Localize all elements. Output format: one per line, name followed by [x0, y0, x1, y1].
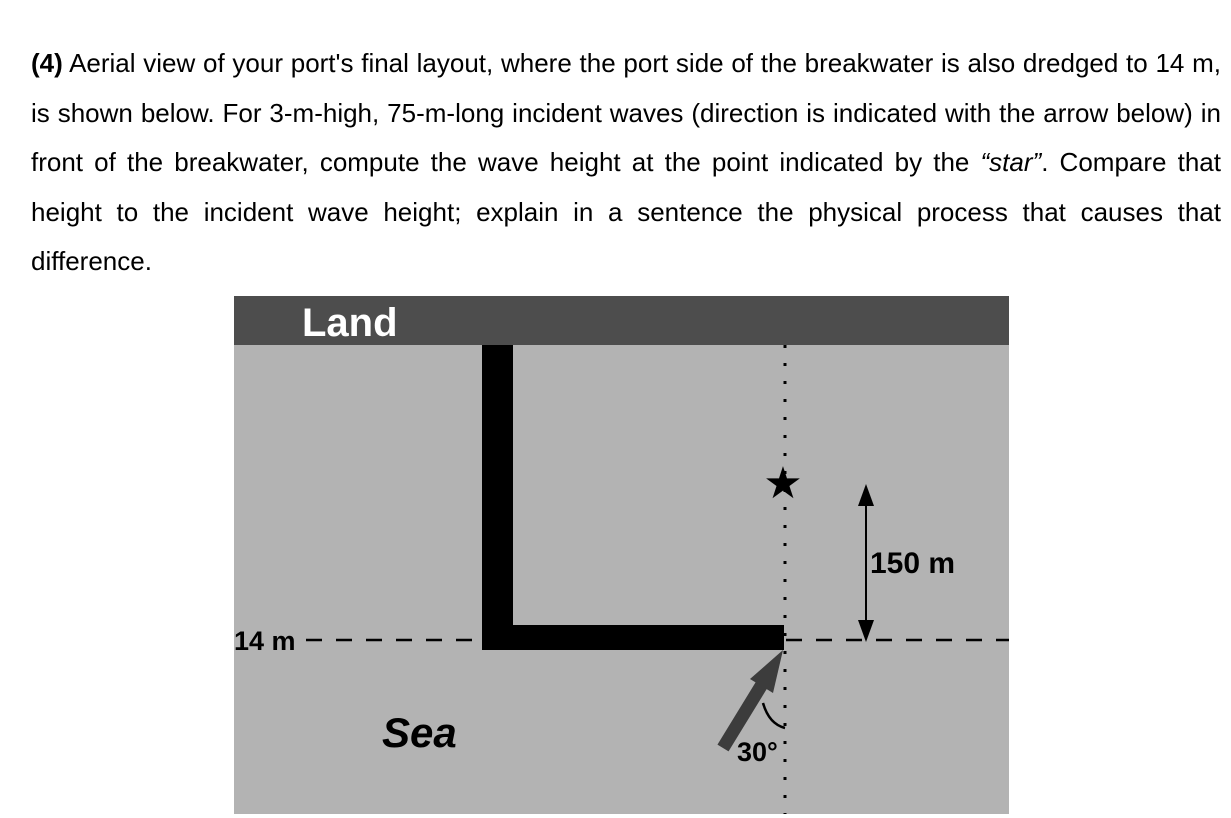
port-layout-diagram — [234, 296, 1009, 814]
land-label: Land — [302, 301, 398, 345]
depth-label: 14 m — [234, 626, 296, 656]
star-marker: ★ — [763, 459, 803, 508]
question-number: (4) — [31, 48, 63, 78]
breakwater-horizontal-arm — [482, 625, 784, 650]
angle-label: 30° — [737, 737, 778, 767]
question-body-1: Aerial view of your port's final layout, where the port side of the breakwater is also dredged to 14 m, is shown below. For 3-m-high, 75-m-long incident waves (direction is indicated with the arrow below) in front of the breakwater, compute the wave height at the point indicated by the — [31, 48, 1221, 177]
question-body-2: . Compare that height to the incident wave height; explain in a sentence the physical process that causes that difference. — [31, 147, 1221, 276]
sea-label: Sea — [382, 709, 457, 756]
question-text — [31, 39, 1221, 287]
distance-label: 150 m — [870, 547, 956, 580]
breakwater-vertical-arm — [482, 345, 513, 650]
question-star-word: “star” — [980, 147, 1042, 177]
